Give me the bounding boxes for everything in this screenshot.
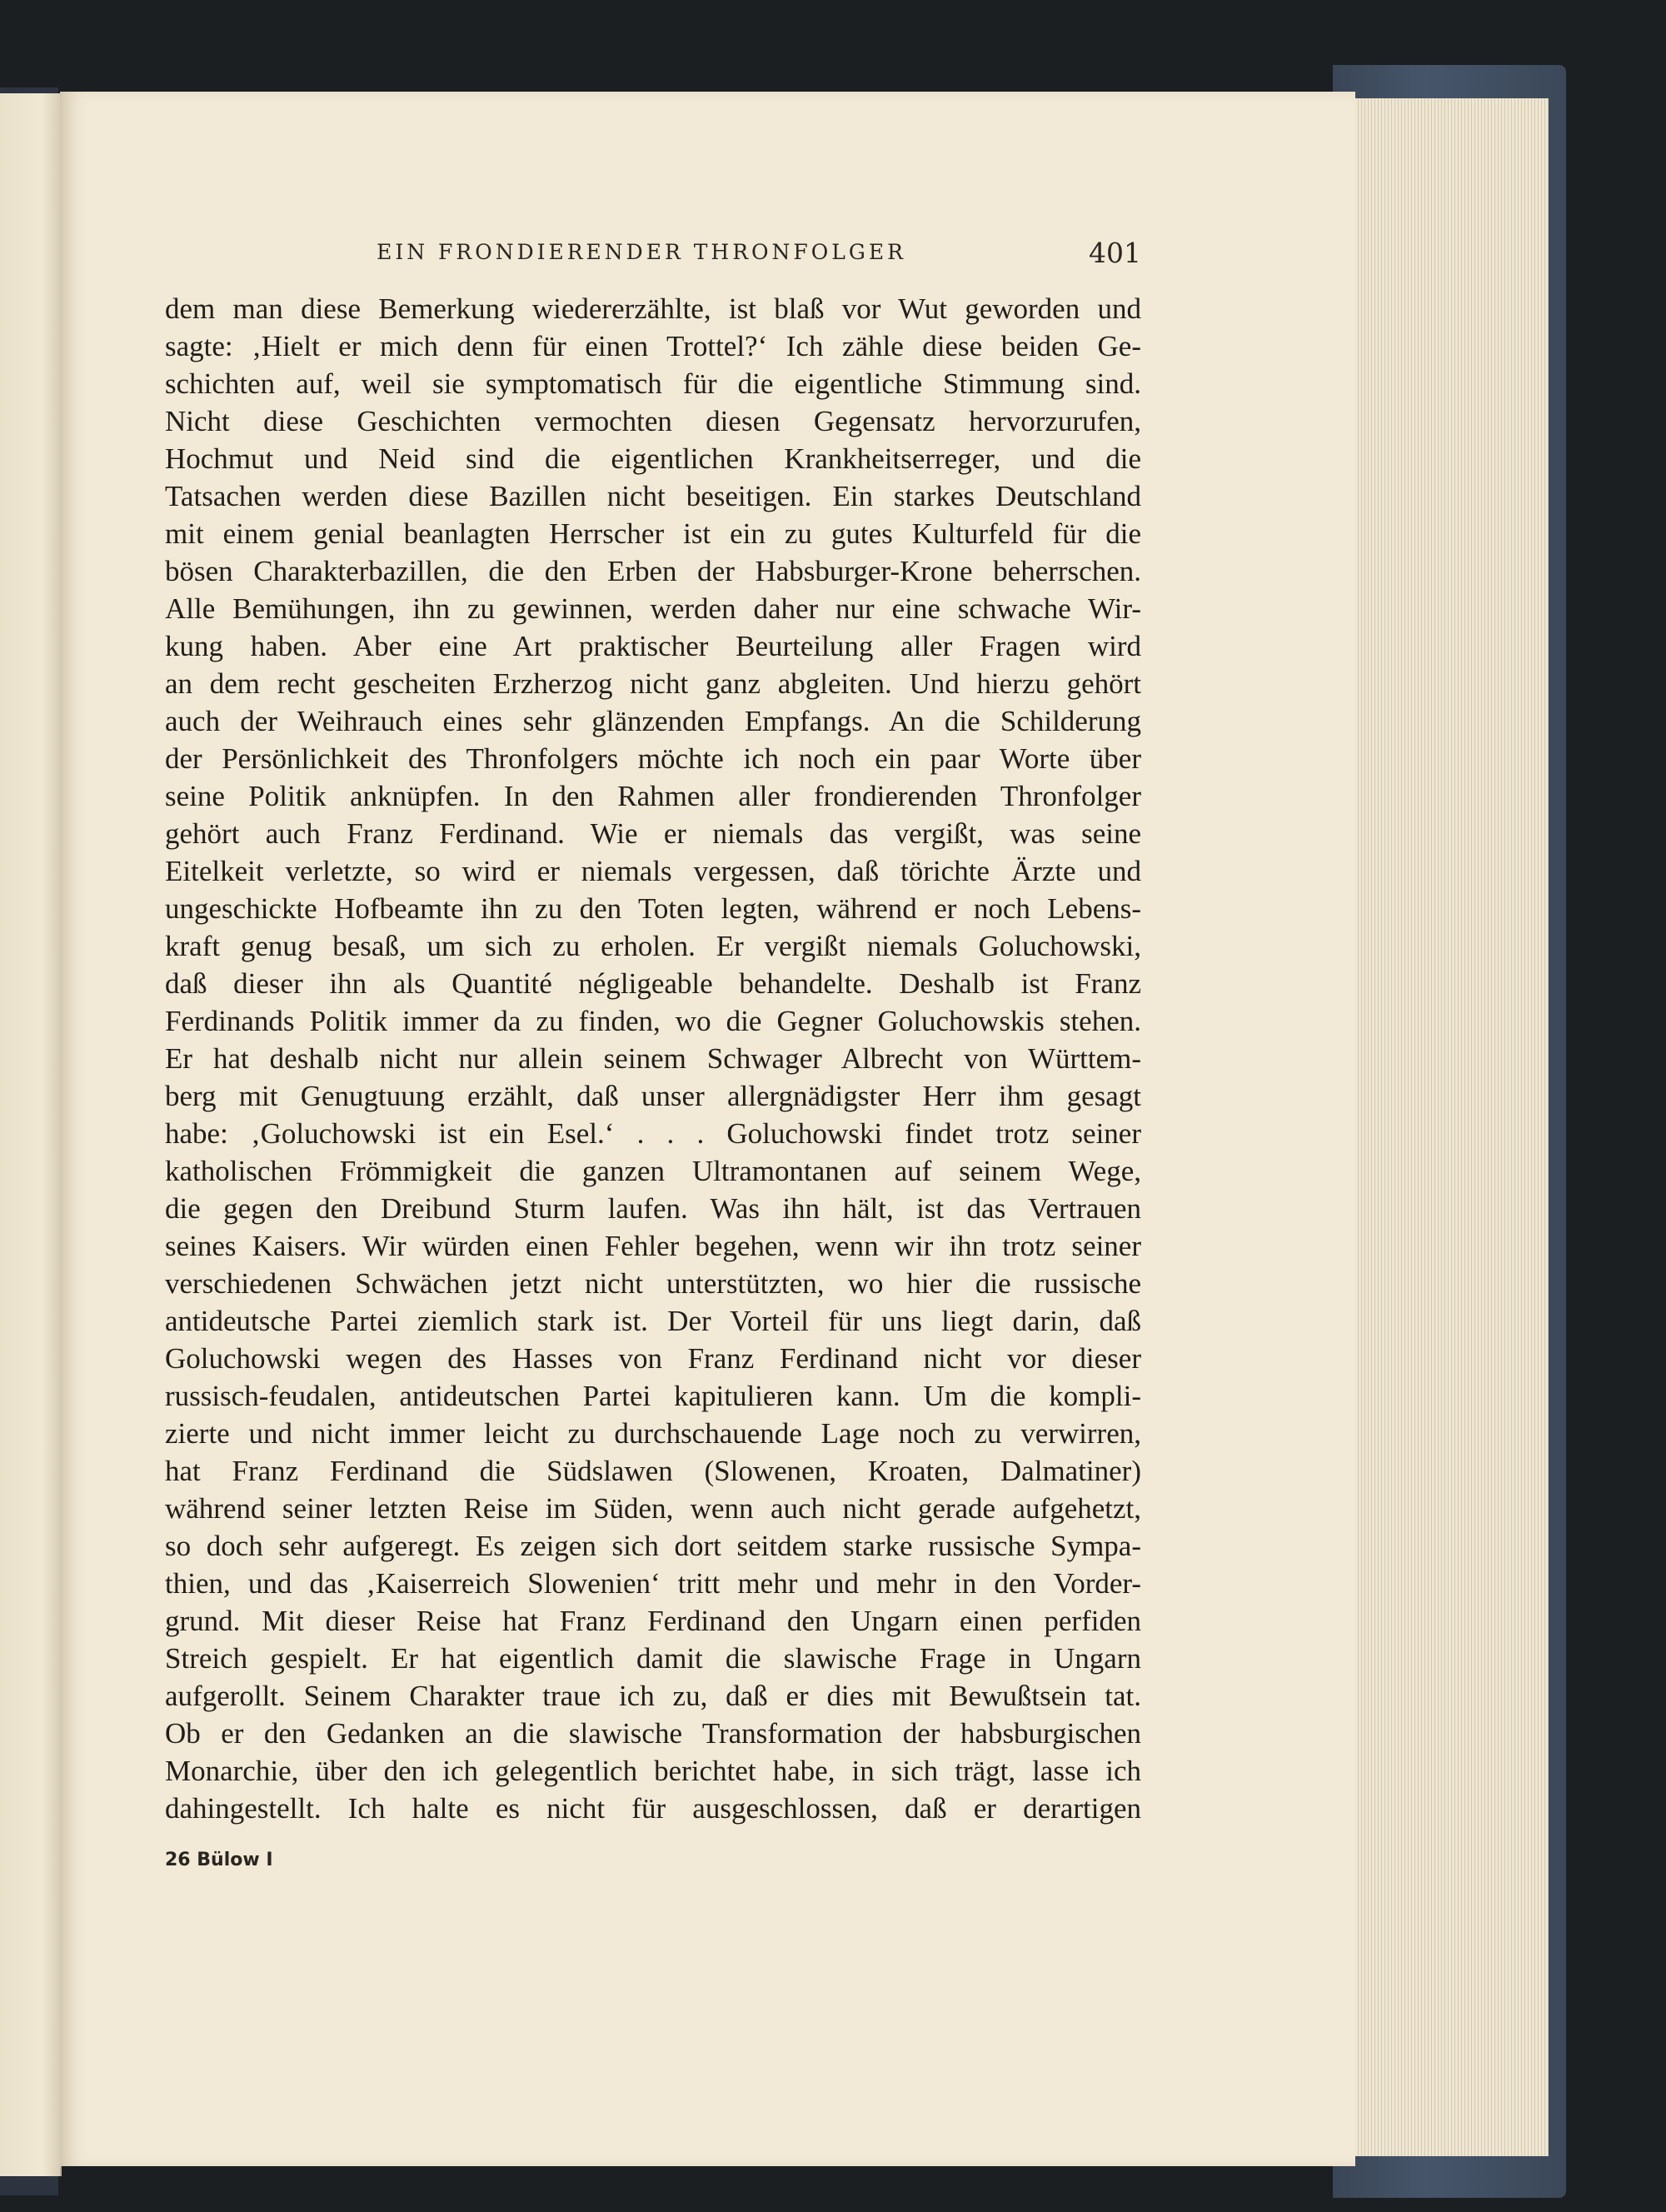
text-line: antideutsche Partei ziemlich stark ist. Der Vorteil für uns liegt darin, daß [165, 1305, 1141, 1337]
text-line: Streich gespielt. Er hat eigentlich damit die slawische Frage in Ungarn [165, 1642, 1141, 1675]
text-line: während seiner letzten Reise im Süden, wenn auch nicht gerade aufgehetzt, [165, 1492, 1141, 1525]
text-line: auch der Weihrauch eines sehr glänzenden Empfangs. An die Schilderung [165, 705, 1141, 737]
text-line: schichten auf, weil sie symptomatisch für die eigentliche Stimmung sind. [165, 367, 1141, 400]
text-line: zierte und nicht immer leicht zu durchschauende Lage noch zu verwirren, [165, 1417, 1141, 1450]
text-line: kraft genug besaß, um sich zu erholen. Er vergißt niemals Goluchowski, [165, 930, 1141, 962]
text-line: russisch-feudalen, antideutschen Partei kapitulieren kann. Um die kompli- [165, 1380, 1141, 1412]
text-line: bösen Charakterbazillen, die den Erben der Habsburger-Krone beherrschen. [165, 555, 1141, 587]
text-line: thien, und das ‚Kaiserreich Slowenien‘ tritt mehr und mehr in den Vorder- [165, 1567, 1141, 1600]
text-line: Monarchie, über den ich gelegentlich berichtet habe, in sich trägt, lasse ich [165, 1755, 1141, 1787]
text-line: der Persönlichkeit des Thronfolgers möchte ich noch ein paar Worte über [165, 742, 1141, 775]
page-stack-edges [1354, 98, 1549, 2156]
text-line: daß dieser ihn als Quantité négligeable behandelte. Deshalb ist Franz [165, 967, 1141, 1000]
text-line: Nicht diese Geschichten vermochten diesen Gegensatz hervorzurufen, [165, 405, 1141, 437]
text-line: ungeschickte Hofbeamte ihn zu den Toten legten, während er noch Lebens- [165, 892, 1141, 925]
text-line: dahingestellt. Ich halte es nicht für ausgeschlossen, daß er derartigen [165, 1792, 1141, 1825]
text-line: sagte: ‚Hielt er mich denn für einen Trottel?‘ Ich zähle diese beiden Ge- [165, 330, 1141, 362]
text-line: mit einem genial beanlagten Herrscher ist ein zu gutes Kulturfeld für die [165, 517, 1141, 550]
text-line: die gegen den Dreibund Sturm laufen. Was ihn hält, ist das Vertrauen [165, 1192, 1141, 1225]
signature-mark: 26 Bülow I [165, 1850, 273, 1870]
left-page-edge [0, 93, 62, 2176]
text-line: an dem recht gescheiten Erzherzog nicht ganz abgleiten. Und hierzu gehört [165, 667, 1141, 700]
text-line: Eitelkeit verletzte, so wird er niemals vergessen, daß törichte Ärzte und [165, 855, 1141, 887]
text-line: kung haben. Aber eine Art praktischer Beurteilung aller Fragen wird [165, 630, 1141, 662]
text-line: seines Kaisers. Wir würden einen Fehler begehen, wenn wir ihn trotz seiner [165, 1230, 1141, 1262]
text-line: so doch sehr aufgeregt. Es zeigen sich dort seitdem starke russische Sympa- [165, 1530, 1141, 1562]
text-line: Er hat deshalb nicht nur allein seinem Schwager Albrecht von Württem- [165, 1042, 1141, 1075]
text-line: dem man diese Bemerkung wiedererzählte, ist blaß vor Wut geworden und [165, 292, 1141, 325]
text-line: seine Politik anknüpfen. In den Rahmen aller frondierenden Thronfolger [165, 780, 1141, 812]
text-line: berg mit Genugtuung erzählt, daß unser allergnädigster Herr ihm gesagt [165, 1080, 1141, 1112]
text-line: katholischen Frömmigkeit die ganzen Ultramontanen auf seinem Wege, [165, 1155, 1141, 1187]
text-line: Goluchowski wegen des Hasses von Franz Ferdinand nicht vor dieser [165, 1342, 1141, 1375]
page-number: 401 [1089, 237, 1141, 269]
text-line: Hochmut und Neid sind die eigentlichen Krankheitserreger, und die [165, 442, 1141, 475]
text-line: grund. Mit dieser Reise hat Franz Ferdinand den Ungarn einen perfiden [165, 1605, 1141, 1637]
text-line: gehört auch Franz Ferdinand. Wie er niemals das vergißt, was seine [165, 817, 1141, 850]
body-text [165, 290, 1141, 1827]
text-line: hat Franz Ferdinand die Südslawen (Slowenen, Kroaten, Dalmatiner) [165, 1455, 1141, 1487]
text-line: verschiedenen Schwächen jetzt nicht unterstützten, wo hier die russische [165, 1267, 1141, 1300]
text-line: Ob er den Gedanken an die slawische Transformation der habsburgischen [165, 1717, 1141, 1750]
text-line: aufgerollt. Seinem Charakter traue ich zu, daß er dies mit Bewußtsein tat. [165, 1680, 1141, 1712]
text-line: Tatsachen werden diese Bazillen nicht beseitigen. Ein starkes Deutschland [165, 480, 1141, 512]
text-line: habe: ‚Goluchowski ist ein Esel.‘ . . . Goluchowski findet trotz seiner [165, 1117, 1141, 1150]
text-line: Alle Bemühungen, ihn zu gewinnen, werden daher nur eine schwache Wir- [165, 592, 1141, 625]
text-line: Ferdinands Politik immer da zu finden, wo die Gegner Goluchowskis stehen. [165, 1005, 1141, 1037]
running-head: EIN FRONDIERENDER THRONFOLGER [377, 240, 906, 264]
